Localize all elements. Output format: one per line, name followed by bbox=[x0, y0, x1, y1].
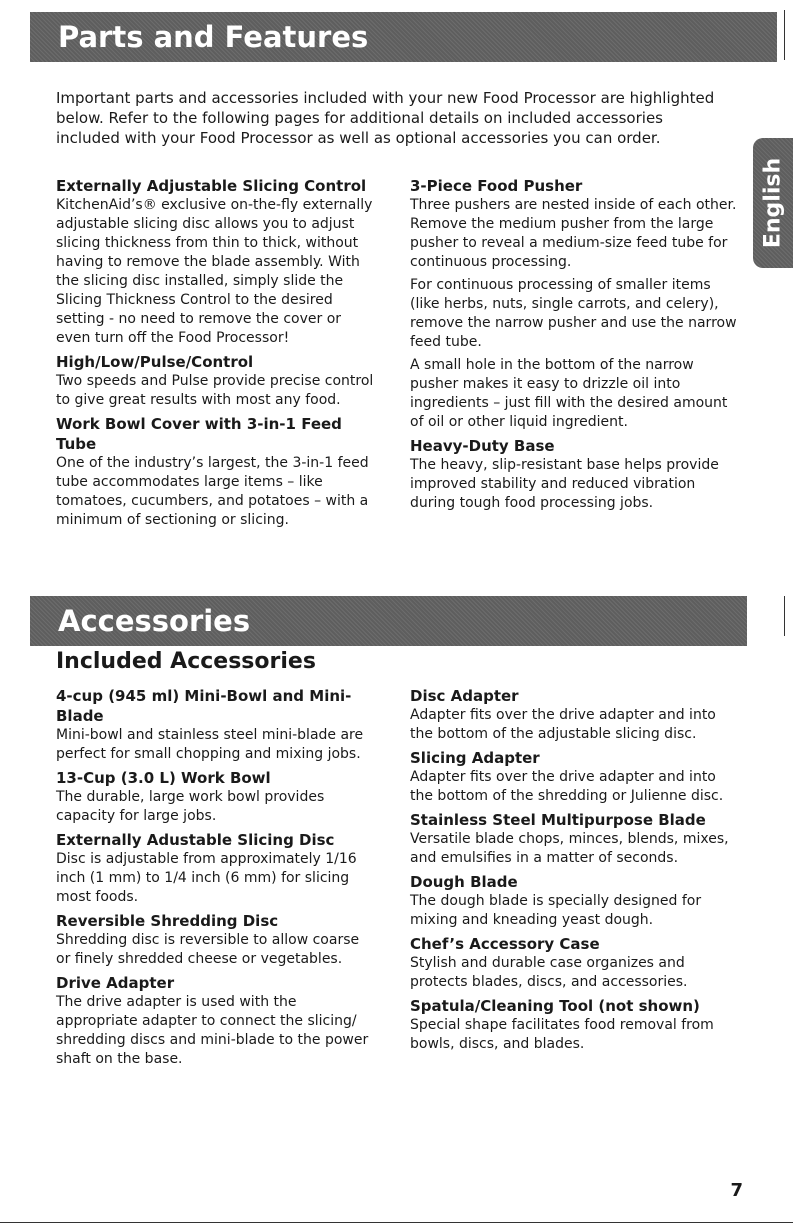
item-heading: 13-Cup (3.0 L) Work Bowl bbox=[56, 769, 271, 787]
features-column-left bbox=[56, 176, 376, 534]
section-title: Accessories bbox=[58, 604, 251, 638]
item-description: One of the industry’s largest, the 3-in-1 feed tube accommodates large items – like tomatoes, cucumbers, and potatoes – with a minimum of sectioning or slicing. bbox=[56, 455, 369, 528]
item-description: The dough blade is specially designed for mixing and kneading yeast dough. bbox=[410, 893, 702, 928]
page-bottom-rule bbox=[0, 1222, 793, 1223]
item-description: The drive adapter is used with the appropriate adapter to connect the slicing/ shredding discs and mini-blade to the power shaft on the base. bbox=[56, 994, 369, 1067]
accessories-column-right bbox=[410, 686, 740, 1058]
item-description: Adapter fits over the drive adapter and into the bottom of the adjustable slicing disc. bbox=[410, 707, 716, 742]
item-heading: Externally Adjustable Slicing Control bbox=[56, 177, 367, 195]
item-description: Shredding disc is reversible to allow coarse or finely shredded cheese or vegetables. bbox=[56, 932, 360, 967]
item-description: Versatile blade chops, minces, blends, mixes, and emulsifies in a matter of seconds. bbox=[410, 831, 729, 866]
features-column-right bbox=[410, 176, 740, 517]
intro-paragraph: Important parts and accessories included with your new Food Processor are highlighted below. Refer to the following pages for additional details on included accessories included with your Food Processor as well as optional accessories you can order. bbox=[56, 89, 715, 147]
item-heading: Heavy-Duty Base bbox=[410, 437, 555, 455]
item-heading: Stainless Steel Multipurpose Blade bbox=[410, 811, 706, 829]
item-description: The durable, large work bowl provides capacity for large jobs. bbox=[56, 789, 325, 824]
language-tab bbox=[753, 138, 793, 268]
item-heading: Drive Adapter bbox=[56, 974, 175, 992]
item-heading: 3-Piece Food Pusher bbox=[410, 177, 583, 195]
item-heading: 4-cup (945 ml) Mini-Bowl and Mini-Blade bbox=[56, 687, 352, 725]
item-description: Disc is adjustable from approximately 1/16 inch (1 mm) to 1/4 inch (6 mm) for slicing most foods. bbox=[56, 851, 357, 905]
item-description: KitchenAid’s® exclusive on-the-fly externally adjustable slicing disc allows you to adjust slicing thickness from thin to thick, without having to remove the blade assembly. With the slicing disc installed, simply slide the Slicing Thickness Control to the desired setting - no need to remove the cover or even turn off the Food Processor! bbox=[56, 197, 373, 346]
item-description: Adapter fits over the drive adapter and into the bottom of the shredding or Julienne disc. bbox=[410, 769, 724, 804]
item-heading: High/Low/Pulse/Control bbox=[56, 353, 254, 371]
item-heading: Spatula/Cleaning Tool (not shown) bbox=[410, 997, 700, 1015]
item-description: Stylish and durable case organizes and protects blades, discs, and accessories. bbox=[410, 955, 688, 990]
page-edge-marker bbox=[784, 596, 785, 636]
accessories-column-left bbox=[56, 686, 376, 1073]
item-description: Two speeds and Pulse provide precise control to give great results with most any food. bbox=[56, 373, 374, 408]
page-edge-marker bbox=[784, 10, 785, 60]
item-description: For continuous processing of smaller items (like herbs, nuts, single carrots, and celery), remove the narrow pusher and use the narrow feed tube. bbox=[410, 277, 737, 350]
item-heading: Chef’s Accessory Case bbox=[410, 935, 600, 953]
section-banner-parts bbox=[30, 12, 777, 62]
item-description: Mini-bowl and stainless steel mini-blade are perfect for small chopping and mixing jobs. bbox=[56, 727, 364, 762]
language-tab-label: English bbox=[760, 157, 786, 249]
item-heading: Externally Adustable Slicing Disc bbox=[56, 831, 335, 849]
section-title: Parts and Features bbox=[58, 20, 369, 54]
item-heading: Reversible Shredding Disc bbox=[56, 912, 279, 930]
item-description: Special shape facilitates food removal from bowls, discs, and blades. bbox=[410, 1017, 714, 1052]
page-number: 7 bbox=[730, 1180, 743, 1201]
section-banner-accessories bbox=[30, 596, 747, 646]
item-heading: Work Bowl Cover with 3-in-1 Feed Tube bbox=[56, 415, 342, 453]
item-description: Three pushers are nested inside of each other. Remove the medium pusher from the large pusher to reveal a medium-size feed tube for continuous processing. bbox=[410, 197, 737, 270]
item-heading: Slicing Adapter bbox=[410, 749, 540, 767]
item-description: The heavy, slip-resistant base helps provide improved stability and reduced vibration during tough food processing jobs. bbox=[410, 457, 719, 511]
subsection-heading: Included Accessories bbox=[56, 649, 316, 674]
item-heading: Disc Adapter bbox=[410, 687, 519, 705]
item-description: A small hole in the bottom of the narrow pusher makes it easy to drizzle oil into ingredients – just fill with the desired amount of oil or other liquid ingredient. bbox=[410, 357, 728, 430]
item-heading: Dough Blade bbox=[410, 873, 518, 891]
